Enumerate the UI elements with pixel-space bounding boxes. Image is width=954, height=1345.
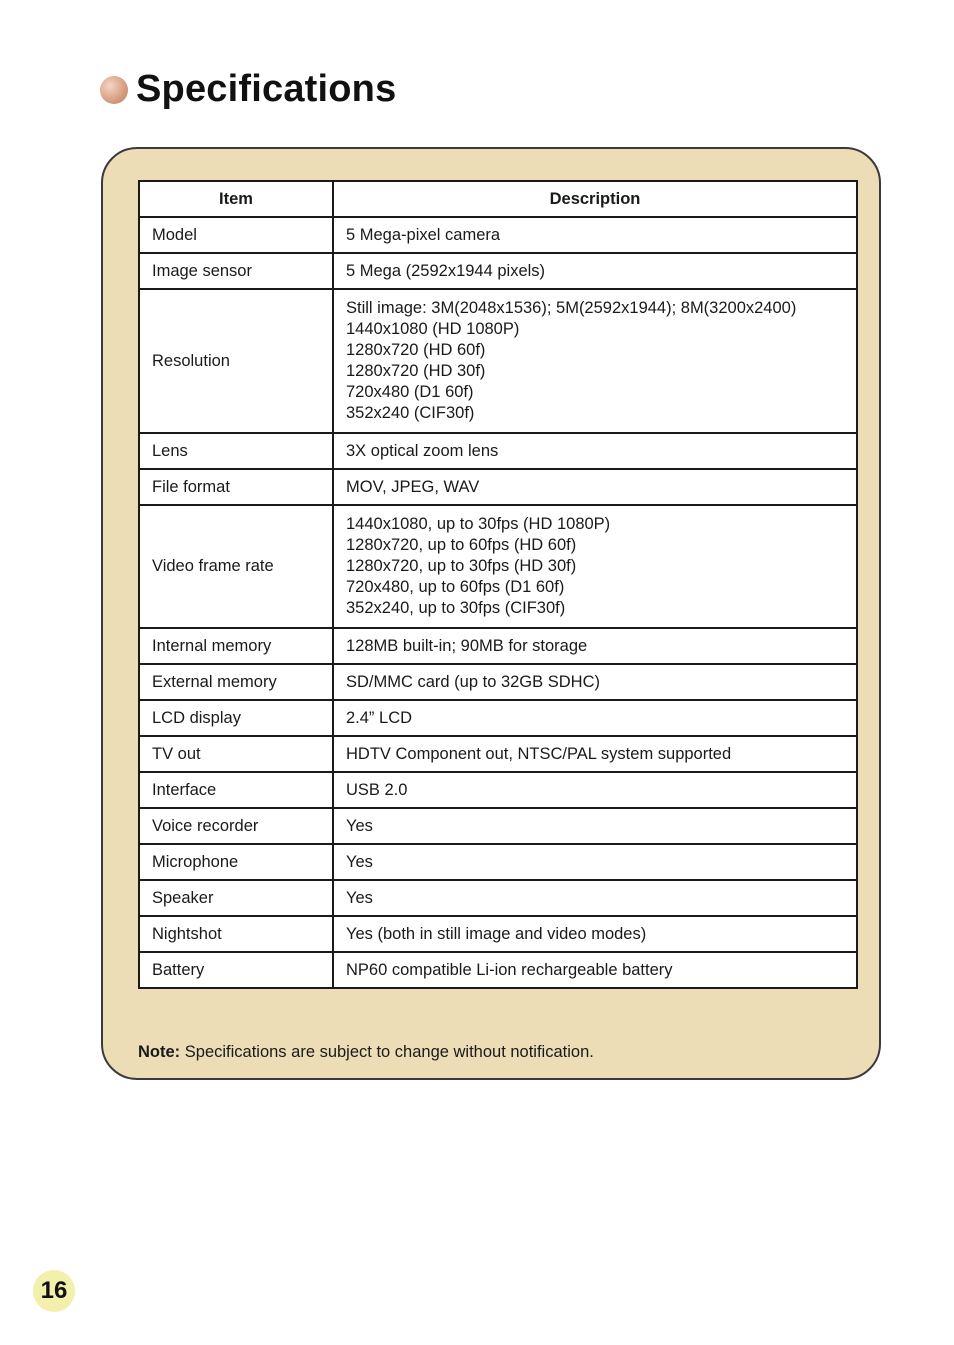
spec-description [333,772,857,808]
spec-item: Resolution [139,289,333,433]
spec-description-line: 720x480, up to 60fps (D1 60f) [346,578,565,596]
table-row [139,253,857,289]
spec-description-line: 352x240 (CIF30f) [346,404,475,422]
spec-item: Voice recorder [139,808,333,844]
spec-item: Lens [139,433,333,469]
spec-description-line: SD/MMC card (up to 32GB SDHC) [346,672,600,691]
spec-description [333,433,857,469]
spec-description-line: 1280x720 (HD 60f) [346,341,486,359]
spec-description-line: 1280x720, up to 30fps (HD 30f) [346,557,577,575]
spec-description-line: MOV, JPEG, WAV [346,477,480,496]
spec-item: Internal memory [139,628,333,664]
spec-description-line: Still image: 3M(2048x1536); 5M(2592x1944); 8M(3200x2400) [346,299,797,317]
table-row [139,505,857,628]
spec-item: External memory [139,664,333,700]
spec-item: LCD display [139,700,333,736]
spec-item: Speaker [139,880,333,916]
spec-description-line: HDTV Component out, NTSC/PAL system supported [346,744,732,763]
spec-description-line: 3X optical zoom lens [346,441,499,460]
table-row [139,469,857,505]
spec-description-line: Yes [346,816,373,835]
table-row [139,952,857,988]
spec-item: Image sensor [139,253,333,289]
header-description: Description [333,181,857,217]
spec-description [333,880,857,916]
specifications-table [138,180,858,989]
note [138,1043,594,1062]
spec-description-line: 352x240, up to 30fps (CIF30f) [346,599,566,617]
table-row [139,844,857,880]
table-row [139,808,857,844]
spec-description-line: Yes (both in still image and video modes) [346,924,647,943]
table-row [139,628,857,664]
spec-description-line: USB 2.0 [346,780,408,799]
spec-item: Nightshot [139,916,333,952]
page-heading [100,68,396,111]
spec-description [333,952,857,988]
page-number: 16 [33,1270,75,1312]
spec-description [333,916,857,952]
spec-description [333,736,857,772]
spec-description [333,253,857,289]
table-row [139,217,857,253]
spec-description [333,664,857,700]
table-row [139,700,857,736]
spec-description-line: 128MB built-in; 90MB for storage [346,636,588,655]
spec-item: TV out [139,736,333,772]
spec-description-line: 1440x1080 (HD 1080P) [346,320,520,338]
spec-description [333,289,857,433]
spec-description-line: Yes [346,852,373,871]
table-row [139,916,857,952]
page-title: Specifications [136,68,397,110]
spec-description-line: 1280x720 (HD 30f) [346,362,486,380]
spec-item: Model [139,217,333,253]
spec-description [333,505,857,628]
spec-description-line: NP60 compatible Li-ion rechargeable battery [346,960,673,979]
heading-bullet-icon [100,76,128,104]
specifications-panel [101,147,881,1080]
spec-description-line: 5 Mega (2592x1944 pixels) [346,261,546,280]
table-row [139,433,857,469]
spec-item: Microphone [139,844,333,880]
note-text: Specifications are subject to change without notification. [180,1043,594,1061]
spec-item: Interface [139,772,333,808]
spec-description [333,469,857,505]
table-row [139,880,857,916]
table-row [139,736,857,772]
spec-description-line: Yes [346,888,373,907]
table-body [139,217,857,988]
spec-description-line: 5 Mega-pixel camera [346,225,501,244]
spec-description [333,217,857,253]
spec-description [333,808,857,844]
spec-item: Video frame rate [139,505,333,628]
spec-description-line: 1280x720, up to 60fps (HD 60f) [346,536,577,554]
spec-description-line: 2.4” LCD [346,708,413,727]
table-row [139,289,857,433]
table-header-row [139,181,857,217]
header-item: Item [139,181,333,217]
table-row [139,664,857,700]
spec-description [333,628,857,664]
spec-description [333,700,857,736]
spec-description-line: 720x480 (D1 60f) [346,383,474,401]
spec-item: Battery [139,952,333,988]
spec-description-line: 1440x1080, up to 30fps (HD 1080P) [346,515,611,533]
spec-item: File format [139,469,333,505]
spec-description [333,844,857,880]
table-row [139,772,857,808]
note-label: Note: [138,1043,181,1061]
